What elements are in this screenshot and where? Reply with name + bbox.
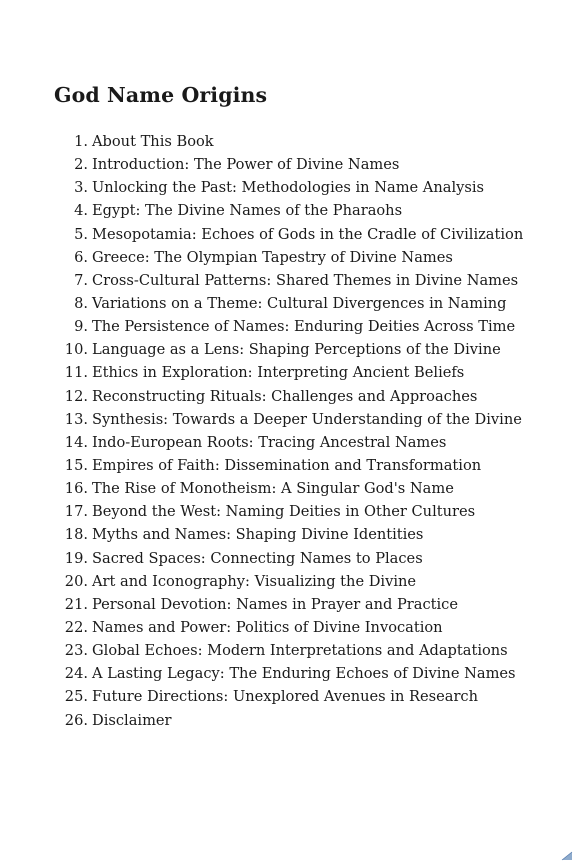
toc-item-title: Beyond the West: Naming Deities in Other Cultures (92, 503, 476, 521)
toc-item[interactable] (0, 292, 575, 315)
toc-item-title: Reconstructing Rituals: Challenges and Approaches (92, 387, 478, 405)
toc-item-title: Greece: The Olympian Tapestry of Divine Names (92, 248, 453, 266)
toc-item-number: 7. (74, 271, 88, 289)
toc-item-title: Art and Iconography: Visualizing the Divine (92, 572, 417, 590)
table-of-contents (0, 130, 575, 732)
toc-item-title: Mesopotamia: Echoes of Gods in the Cradle of Civilization (92, 225, 524, 243)
toc-item-number: 10. (64, 341, 88, 359)
toc-item[interactable] (0, 639, 575, 662)
toc-item-title: Variations on a Theme: Cultural Divergences in Naming (92, 294, 507, 312)
toc-item-title: Introduction: The Power of Divine Names (92, 156, 400, 174)
page-title: God Name Origins (54, 83, 268, 107)
toc-item-title: Synthesis: Towards a Deeper Understanding of the Divine (92, 410, 522, 428)
toc-item-number: 6. (74, 248, 88, 266)
toc-item[interactable] (0, 709, 575, 732)
toc-item[interactable] (0, 246, 575, 269)
toc-item-title: Empires of Faith: Dissemination and Transformation (92, 456, 482, 474)
toc-item-number: 1. (74, 133, 88, 150)
toc-item-title: Disclaimer (92, 711, 172, 729)
toc-item-number: 8. (74, 294, 88, 312)
toc-item[interactable] (0, 431, 575, 454)
toc-item-title: Global Echoes: Modern Interpretations and Adaptations (92, 642, 508, 660)
toc-item-title: Names and Power: Politics of Divine Invocation (92, 618, 443, 636)
toc-item-title: Ethics in Exploration: Interpreting Ancient Beliefs (92, 364, 465, 382)
toc-item-number: 17. (64, 503, 88, 521)
toc-item[interactable] (0, 685, 575, 708)
toc-item[interactable] (0, 153, 575, 176)
toc-item[interactable] (0, 500, 575, 523)
toc-item[interactable] (0, 662, 575, 685)
toc-item-title: Indo-European Roots: Tracing Ancestral Names (92, 433, 447, 451)
toc-item-title: Cross-Cultural Patterns: Shared Themes in Divine Names (92, 271, 519, 289)
toc-item[interactable] (0, 477, 575, 500)
toc-item-number: 23. (64, 642, 88, 660)
toc-item[interactable] (0, 176, 575, 199)
toc-item-number: 15. (64, 456, 88, 474)
toc-item-number: 25. (64, 688, 88, 706)
toc-item-number: 16. (64, 480, 88, 498)
toc-item-number: 13. (64, 410, 88, 428)
toc-item[interactable] (0, 199, 575, 222)
toc-item[interactable] (0, 223, 575, 246)
toc-item[interactable] (0, 315, 575, 338)
toc-item-number: 12. (64, 387, 88, 405)
toc-item[interactable] (0, 130, 575, 153)
toc-item-number: 19. (64, 549, 88, 567)
toc-item-number: 11. (64, 364, 88, 382)
toc-item-number: 5. (74, 225, 88, 243)
toc-item[interactable] (0, 385, 575, 408)
toc-item-title: Future Directions: Unexplored Avenues in Research (92, 688, 479, 706)
toc-item-title: A Lasting Legacy: The Enduring Echoes of Divine Names (92, 665, 516, 683)
toc-item-number: 20. (64, 572, 88, 590)
toc-item-title: Egypt: The Divine Names of the Pharaohs (92, 202, 403, 220)
toc-item-number: 22. (64, 618, 88, 636)
toc-item-number: 21. (64, 595, 88, 613)
toc-item-title: Language as a Lens: Shaping Perceptions of the Divine (92, 341, 501, 359)
toc-item-number: 14. (64, 433, 88, 451)
toc-item-title: Personal Devotion: Names in Prayer and Practice (92, 595, 458, 613)
toc-item-title: The Rise of Monotheism: A Singular God's Name (92, 480, 454, 498)
toc-item-title: The Persistence of Names: Enduring Deities Across Time (92, 318, 516, 336)
toc-item[interactable] (0, 593, 575, 616)
toc-item[interactable] (0, 570, 575, 593)
toc-item[interactable] (0, 454, 575, 477)
toc-item[interactable] (0, 547, 575, 570)
toc-item-title: Sacred Spaces: Connecting Names to Places (92, 549, 423, 567)
toc-item-title: Myths and Names: Shaping Divine Identities (92, 526, 424, 544)
toc-item-title: About This Book (92, 133, 214, 150)
toc-item[interactable] (0, 523, 575, 546)
toc-item[interactable] (0, 616, 575, 639)
toc-item-number: 4. (74, 202, 88, 220)
toc-item[interactable] (0, 338, 575, 361)
toc-item-number: 3. (74, 179, 88, 197)
toc-item[interactable] (0, 361, 575, 384)
toc-item-number: 18. (64, 526, 88, 544)
toc-item[interactable] (0, 408, 575, 431)
toc-item-number: 9. (74, 318, 88, 336)
toc-item-number: 26. (64, 711, 88, 729)
toc-item-number: 2. (74, 156, 88, 174)
toc-item[interactable] (0, 269, 575, 292)
page-curl-icon[interactable] (561, 851, 573, 861)
toc-item-number: 24. (64, 665, 88, 683)
toc-item-title: Unlocking the Past: Methodologies in Name Analysis (92, 179, 485, 197)
